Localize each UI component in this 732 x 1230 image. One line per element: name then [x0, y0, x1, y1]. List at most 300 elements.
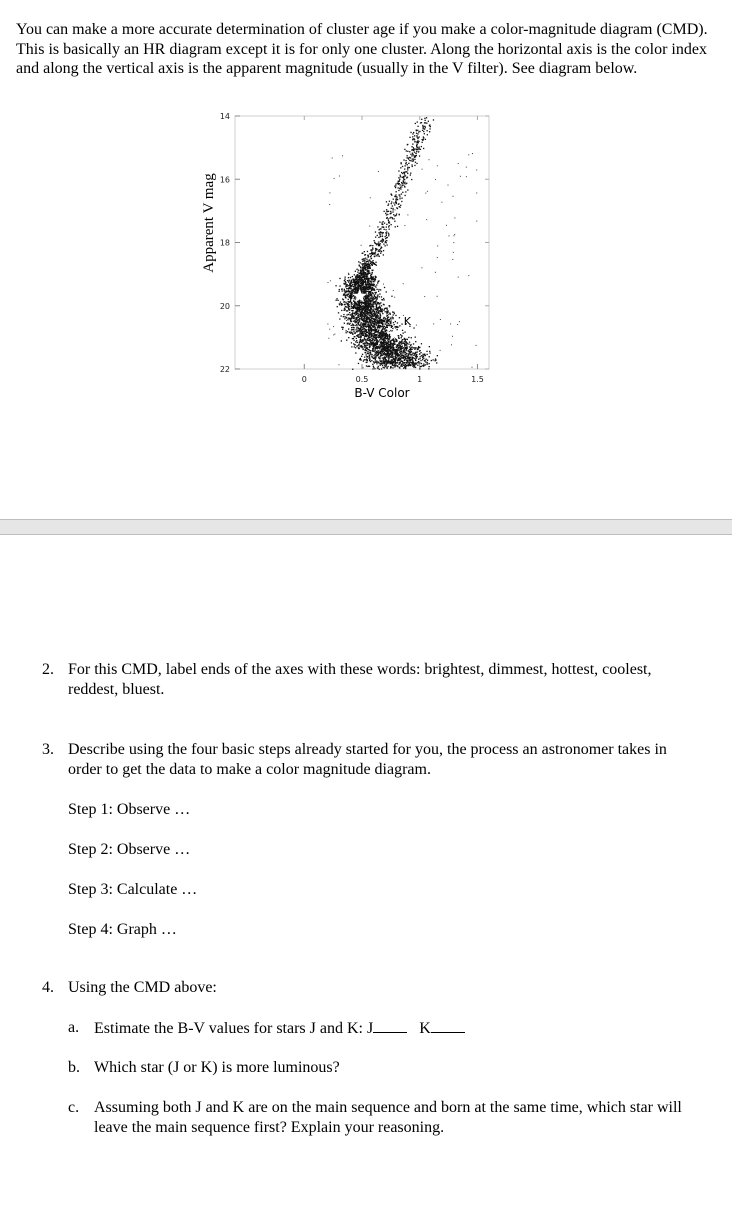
star-point: [357, 342, 358, 343]
star-point: [379, 303, 380, 304]
star-point: [370, 319, 371, 320]
star-point: [362, 341, 363, 342]
field-star-point: [466, 167, 467, 168]
star-point: [391, 352, 392, 353]
star-point: [391, 359, 392, 360]
star-point: [361, 322, 362, 323]
star-point: [412, 349, 413, 350]
star-point: [358, 348, 359, 349]
star-point: [408, 344, 409, 345]
star-point: [368, 336, 369, 337]
star-point: [377, 302, 378, 303]
star-point: [359, 275, 360, 276]
star-point: [418, 346, 419, 347]
star-point: [356, 312, 357, 313]
star-point: [415, 356, 416, 357]
star-point: [346, 314, 347, 315]
j-answer-label: J: [366, 1020, 374, 1037]
field-star-point: [422, 169, 423, 170]
star-point: [416, 362, 417, 363]
star-point: [352, 284, 353, 285]
star-point: [351, 316, 352, 317]
star-point: [376, 299, 377, 300]
star-point: [376, 255, 377, 256]
star-point: [376, 362, 377, 363]
star-point: [347, 323, 348, 324]
star-point: [358, 323, 359, 324]
field-star-point: [348, 273, 349, 274]
page-separator: [0, 519, 732, 535]
field-star-point: [370, 197, 371, 198]
field-star-point: [441, 202, 442, 203]
star-point: [354, 274, 355, 275]
star-point: [364, 261, 365, 262]
star-point: [385, 327, 386, 328]
star-point: [416, 357, 417, 358]
star-point: [414, 364, 415, 365]
star-point: [414, 165, 415, 166]
star-point: [418, 141, 419, 142]
star-point: [436, 362, 437, 363]
star-point: [395, 196, 396, 197]
star-point: [409, 151, 410, 152]
star-point: [425, 364, 426, 365]
star-point: [357, 276, 358, 277]
star-point: [349, 284, 350, 285]
field-star-point: [454, 235, 455, 236]
star-point: [413, 355, 414, 356]
star-point: [361, 345, 362, 346]
star-point: [426, 123, 427, 124]
field-star-point: [476, 221, 477, 222]
star-point: [372, 321, 373, 322]
field-star-point: [329, 329, 330, 330]
field-star-point: [346, 320, 347, 321]
star-point: [347, 303, 348, 304]
star-point: [367, 345, 368, 346]
star-point: [413, 160, 414, 161]
star-point: [411, 155, 412, 156]
star-point: [374, 348, 375, 349]
star-point: [373, 361, 374, 362]
star-point: [435, 358, 436, 359]
star-point: [367, 310, 368, 311]
star-point: [383, 341, 384, 342]
star-point: [355, 352, 356, 353]
star-point: [351, 329, 352, 330]
star-point: [399, 350, 400, 351]
star-point: [365, 301, 366, 302]
star-point: [376, 320, 377, 321]
star-point: [396, 327, 397, 328]
star-point: [378, 366, 379, 367]
star-point: [390, 346, 391, 347]
star-point: [371, 336, 372, 337]
star-point: [401, 348, 402, 349]
star-point: [353, 315, 354, 316]
star-point: [366, 330, 367, 331]
star-point: [389, 362, 390, 363]
star-point: [364, 345, 365, 346]
star-point: [371, 330, 372, 331]
star-point: [365, 284, 366, 285]
field-star-point: [437, 257, 438, 258]
y-tick-label: 16: [219, 175, 230, 185]
star-point: [410, 347, 411, 348]
star-point: [417, 351, 418, 352]
star-point: [357, 304, 358, 305]
star-point: [414, 138, 415, 139]
star-point: [401, 357, 402, 358]
star-point: [390, 342, 391, 343]
star-point: [386, 368, 387, 369]
star-point: [393, 312, 394, 313]
step-1: Step 1: Observe …: [68, 801, 191, 818]
star-point: [403, 356, 404, 357]
field-star-point: [435, 272, 436, 273]
star-point: [348, 277, 349, 278]
star-point: [360, 341, 361, 342]
star-point: [345, 277, 346, 278]
star-point: [361, 292, 362, 293]
star-point: [429, 363, 430, 364]
star-point: [375, 345, 376, 346]
field-star-point: [372, 335, 373, 336]
star-point: [355, 304, 356, 305]
star-point: [359, 273, 360, 274]
star-point: [401, 201, 402, 202]
field-star-point: [369, 226, 370, 227]
star-point: [380, 356, 381, 357]
star-point: [373, 288, 374, 289]
star-point: [373, 310, 374, 311]
star-point: [380, 365, 381, 366]
star-point: [370, 302, 371, 303]
star-point: [405, 160, 406, 161]
star-point: [393, 365, 394, 366]
star-point: [364, 359, 365, 360]
star-point: [346, 288, 347, 289]
star-point: [417, 130, 418, 131]
star-point: [356, 303, 357, 304]
star-point: [383, 347, 384, 348]
star-point: [412, 353, 413, 354]
star-point: [379, 229, 380, 230]
star-point: [404, 149, 405, 150]
star-point: [394, 343, 395, 344]
star-point: [370, 334, 371, 335]
star-point: [355, 291, 356, 292]
star-point: [388, 235, 389, 236]
star-point: [404, 350, 405, 351]
star-point: [412, 360, 413, 361]
star-point: [375, 314, 376, 315]
star-point: [395, 226, 396, 227]
star-point: [397, 366, 398, 367]
star-point: [372, 245, 373, 246]
star-point: [379, 256, 380, 257]
star-point: [375, 347, 376, 348]
field-star-point: [437, 296, 438, 297]
star-point: [403, 176, 404, 177]
star-point: [411, 179, 412, 180]
star-point: [344, 308, 345, 309]
j-answer-blank[interactable]: [373, 1018, 407, 1033]
k-answer-blank[interactable]: [431, 1018, 465, 1033]
star-point: [401, 182, 402, 183]
star-point: [429, 356, 430, 357]
star-point: [394, 186, 395, 187]
star-point: [400, 187, 401, 188]
star-point: [362, 259, 363, 260]
star-point: [407, 168, 408, 169]
star-point: [404, 186, 405, 187]
star-point: [371, 360, 372, 361]
field-star-point: [395, 209, 396, 210]
star-point: [373, 304, 374, 305]
star-point: [400, 348, 401, 349]
star-point: [412, 149, 413, 150]
star-point: [374, 240, 375, 241]
star-point: [415, 123, 416, 124]
star-point: [406, 356, 407, 357]
star-point: [373, 346, 374, 347]
star-point: [380, 231, 381, 232]
star-point: [404, 357, 405, 358]
star-point: [387, 353, 388, 354]
star-point: [393, 348, 394, 349]
star-point: [376, 311, 377, 312]
star-point: [382, 329, 383, 330]
star-point: [359, 336, 360, 337]
star-point: [390, 356, 391, 357]
star-point: [378, 251, 379, 252]
star-point: [375, 293, 376, 294]
star-point: [360, 302, 361, 303]
star-point: [363, 327, 364, 328]
star-point: [411, 358, 412, 359]
star-point: [364, 339, 365, 340]
star-point: [404, 362, 405, 363]
star-point: [377, 235, 378, 236]
star-point: [425, 127, 426, 128]
star-point: [399, 345, 400, 346]
star-point: [385, 323, 386, 324]
star-point: [366, 321, 367, 322]
star-point: [411, 354, 412, 355]
star-point: [362, 354, 363, 355]
star-point: [356, 340, 357, 341]
star-point: [371, 274, 372, 275]
star-point: [373, 358, 374, 359]
star-point: [369, 347, 370, 348]
star-point: [337, 306, 338, 307]
star-point: [402, 341, 403, 342]
star-point: [382, 365, 383, 366]
star-point: [352, 323, 353, 324]
star-point: [376, 289, 377, 290]
star-point: [355, 306, 356, 307]
star-point: [395, 349, 396, 350]
star-point: [382, 357, 383, 358]
star-point: [425, 120, 426, 121]
star-point: [399, 325, 400, 326]
star-point: [380, 325, 381, 326]
star-point: [355, 282, 356, 283]
star-point: [353, 286, 354, 287]
star-point: [377, 320, 378, 321]
star-point: [359, 314, 360, 315]
star-point: [408, 354, 409, 355]
question-4c-text: Assuming both J and K are on the main sequence and born at the same time, which star will leave the main sequence first? Explain your reasoning.: [94, 1099, 682, 1136]
star-point: [342, 329, 343, 330]
star-point: [389, 201, 390, 202]
star-point: [345, 304, 346, 305]
star-point: [348, 328, 349, 329]
star-point: [395, 202, 396, 203]
star-point: [379, 369, 380, 370]
star-point: [400, 358, 401, 359]
star-point: [366, 362, 367, 363]
star-point: [353, 318, 354, 319]
star-point: [353, 300, 354, 301]
star-point: [372, 247, 373, 248]
star-point: [339, 291, 340, 292]
star-point: [376, 323, 377, 324]
star-point: [412, 136, 413, 137]
star-point: [369, 366, 370, 367]
star-point: [370, 350, 371, 351]
star-point: [383, 327, 384, 328]
star-point: [404, 358, 405, 359]
star-point: [392, 354, 393, 355]
star-point: [342, 298, 343, 299]
star-point: [377, 331, 378, 332]
star-point: [412, 357, 413, 358]
star-point: [353, 343, 354, 344]
star-point: [419, 351, 420, 352]
star-point: [394, 324, 395, 325]
star-point: [402, 366, 403, 367]
star-point: [410, 157, 411, 158]
star-point: [341, 315, 342, 316]
star-point: [371, 252, 372, 253]
star-point: [391, 201, 392, 202]
star-point: [376, 292, 377, 293]
star-point: [393, 339, 394, 340]
star-point: [356, 329, 357, 330]
field-star-point: [419, 151, 420, 152]
star-point: [345, 295, 346, 296]
star-point: [352, 334, 353, 335]
star-point: [375, 359, 376, 360]
star-point: [409, 350, 410, 351]
star-point: [396, 191, 397, 192]
star-point: [394, 204, 395, 205]
star-point: [376, 265, 377, 266]
star-point: [386, 237, 387, 238]
star-point: [429, 366, 430, 367]
star-point: [379, 233, 380, 234]
star-point: [382, 242, 383, 243]
star-point: [388, 321, 389, 322]
star-point: [407, 361, 408, 362]
star-point: [375, 335, 376, 336]
star-point: [369, 350, 370, 351]
star-point: [385, 359, 386, 360]
star-point: [351, 321, 352, 322]
star-point: [409, 167, 410, 168]
star-point: [419, 347, 420, 348]
star-point: [403, 333, 404, 334]
star-point: [386, 344, 387, 345]
star-point: [360, 271, 361, 272]
star-point: [361, 270, 362, 271]
star-point: [370, 307, 371, 308]
star-point: [416, 130, 417, 131]
star-point: [367, 287, 368, 288]
star-point: [427, 130, 428, 131]
star-point: [400, 184, 401, 185]
field-star-point: [328, 338, 329, 339]
star-point: [385, 318, 386, 319]
star-point: [414, 156, 415, 157]
star-point: [418, 348, 419, 349]
star-point: [405, 165, 406, 166]
field-star-point: [342, 155, 343, 156]
star-point: [369, 312, 370, 313]
field-star-point: [450, 323, 451, 324]
star-point: [377, 294, 378, 295]
star-point: [386, 224, 387, 225]
field-star-point: [363, 264, 364, 265]
star-point: [385, 349, 386, 350]
star-point: [372, 260, 373, 261]
star-point: [386, 211, 387, 212]
star-point: [381, 361, 382, 362]
star-point: [361, 326, 362, 327]
star-point: [382, 343, 383, 344]
star-point: [372, 368, 373, 369]
star-point: [370, 310, 371, 311]
star-point: [402, 330, 403, 331]
star-point: [359, 329, 360, 330]
star-point: [375, 297, 376, 298]
star-point: [361, 274, 362, 275]
star-point: [380, 248, 381, 249]
star-point: [423, 365, 424, 366]
star-point: [345, 282, 346, 283]
star-point: [384, 339, 385, 340]
field-star-point: [459, 321, 460, 322]
star-point: [352, 369, 353, 370]
star-point: [355, 281, 356, 282]
star-point: [358, 324, 359, 325]
field-star-point: [458, 163, 459, 164]
star-point: [399, 214, 400, 215]
star-point: [372, 253, 373, 254]
star-point: [360, 312, 361, 313]
star-point: [410, 132, 411, 133]
star-point: [425, 139, 426, 140]
star-point: [398, 203, 399, 204]
question-4a-text: Estimate the B-V values for stars J and K:: [94, 1020, 363, 1037]
star-point: [392, 311, 393, 312]
star-point: [402, 185, 403, 186]
field-star-point: [453, 242, 454, 243]
star-point: [403, 352, 404, 353]
star-point: [394, 313, 395, 314]
